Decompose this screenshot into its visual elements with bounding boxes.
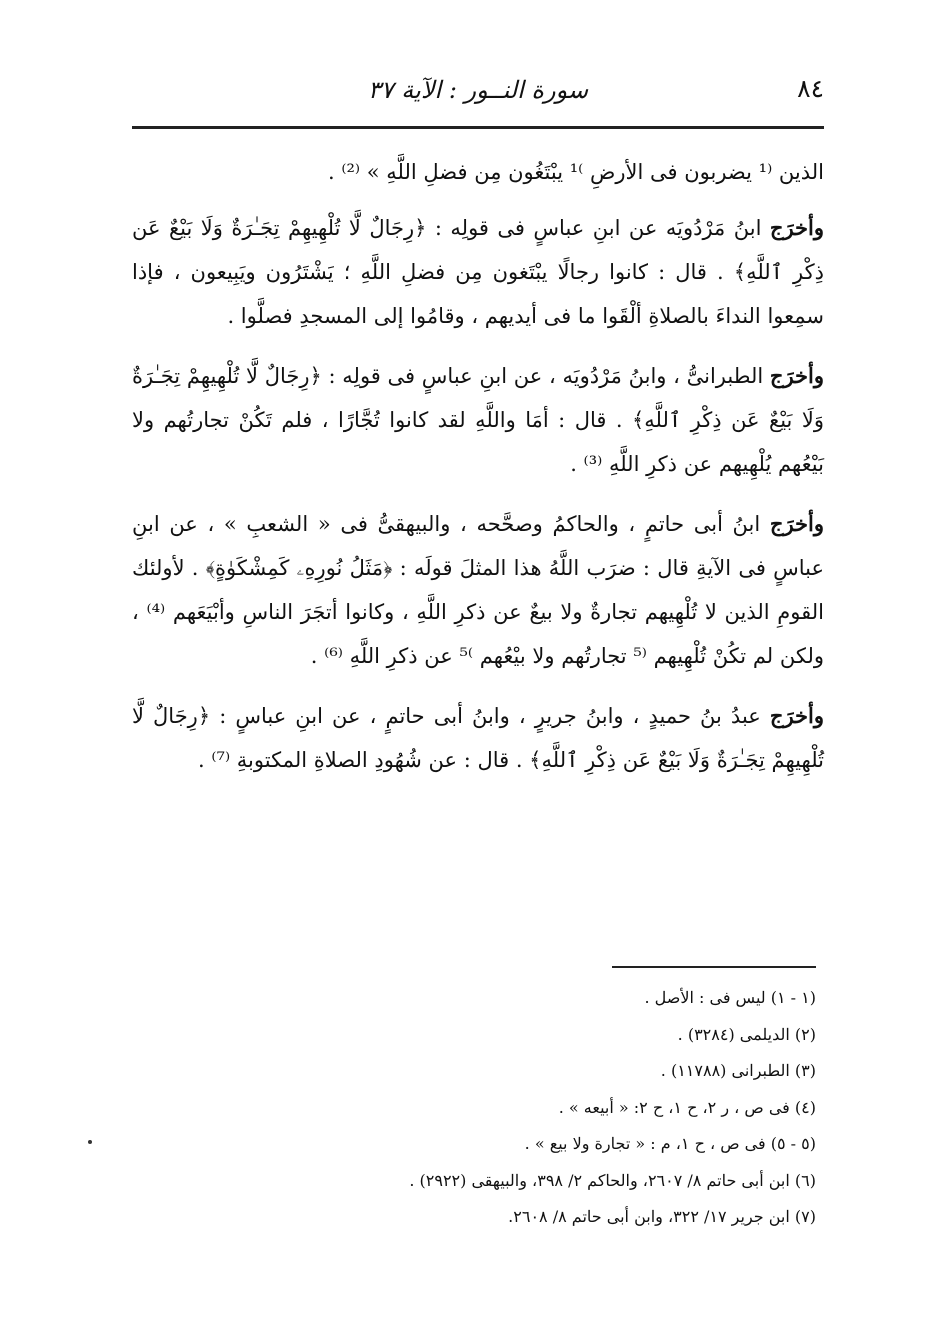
paragraph (132, 694, 824, 782)
paragraph (132, 354, 824, 486)
footnote-rule (612, 966, 816, 968)
paragraph-lead: وأخرَج (769, 703, 824, 728)
paragraph-lead: وأخرَج (769, 363, 824, 388)
paragraph (132, 206, 824, 338)
footnote: (٦) ابن أبى حاتم ٨/ ٢٦٠٧، والحاكم ٢/ ٣٩٨، والبيهقى (٢٩٢٢) . (409, 1170, 816, 1190)
main-text (132, 150, 824, 798)
scan-speck (88, 1140, 92, 1144)
paragraph-text: ابنُ أبى حاتمٍ ، والحاكمُ وصحَّحه ، والبيهقىُّ فى « الشعبِ » ، عن ابنِ عباسٍ فى الآيةِ قال : ضرَب اللَّهُ هذا المثلَ قولَه : ﴿مَثَلُ نُورِهِۦ كَمِشْكَوٰةٍ﴾ . لأولئك القومِ الذين لا تُلْهِيهم تجارةٌ ولا بيعٌ عن ذكرِ اللَّهِ ، وكانوا أتجَرَ الناسِ وأبْيَعَهم ⁽⁴⁾ ، ولكن لم تكُنْ تُلْهِيهم ⁽⁵ تجارتُهم ولا بيْعُهم ⁾⁵ عن ذكرِ اللَّهِ ⁽⁶⁾ . (132, 512, 824, 668)
footnote: (٢) الديلمى (٣٢٨٤) . (677, 1024, 816, 1044)
footnote: (٤) فى ص ، ر ٢، ح ١، ح ٢: « أبيعه » . (558, 1097, 816, 1117)
paragraph-text: عبدُ بنُ حميدٍ ، وابنُ جريرٍ ، وابنُ أبى حاتمٍ ، عن ابنِ عباسٍ : ﴿رِجَالٌ لَّا تُلْهِيهِمْ تِجَـٰرَةٌ وَلَا بَيْعٌ عَن ذِكْرِ ٱللَّهِ﴾ . قال : عن شُهُودِ الصلاةِ المكتوبةِ ⁽⁷⁾ . (132, 704, 824, 772)
paragraph-text: الذين ⁽¹ يضربون فى الأرضِ ⁾¹ يبْتَغُون مِن فضلِ اللَّهِ » ⁽²⁾ . (327, 160, 824, 184)
paragraph-text: الطبرانىُّ ، وابنُ مَرْدُويَه ، عن ابنِ عباسٍ فى قولِه : ﴿رِجَالٌ لَّا تُلْهِيهِمْ تِجَـٰرَةٌ وَلَا بَيْعٌ عَن ذِكْرِ ٱللَّهِ﴾ . قال : أمَا واللَّهِ لقد كانوا تُجَّارًا ، فلم تَكُنْ تجارتُهم ولا بَيْعُهم يُلْهِيهم عن ذكرِ اللَّهِ ⁽³⁾ . (132, 364, 824, 476)
paragraph-text: ابنُ مَرْدُويَه عن ابنِ عباسٍ فى قولِه : ﴿رِجَالٌ لَّا تُلْهِيهِمْ تِجَـٰرَةٌ وَلَا بَيْعٌ عَن ذِكْرِ ٱللَّهِ﴾ . قال : كانوا رجالًا يبْتَغون مِن فضلِ اللَّهِ ؛ يَشْتَرُون ويَبِيعون ، فإذا سمِعوا النداءَ بالصلاةِ ألْقَوا ما فى أيديهم ، وقامُوا إلى المسجدِ فصلَّوا . (132, 216, 824, 328)
footnote: (٣) الطبرانى (١١٧٨٨) . (660, 1061, 816, 1080)
running-title: سورة النــور : الآية ٣٧ (367, 76, 589, 104)
footnote: (٥ - ٥) فى ص ، ح ١، م : « تجارة ولا بيع » . (524, 1134, 816, 1153)
footnotes (132, 980, 816, 1236)
paragraph (132, 150, 824, 194)
paragraph (132, 502, 824, 678)
paragraph-lead: وأخرَج (769, 215, 824, 240)
paragraph-lead: وأخرَج (769, 511, 824, 536)
page-number: ٨٤ (797, 74, 824, 103)
page-header (132, 74, 824, 120)
footnote: (١ - ١) ليس فى : الأصل . (644, 988, 816, 1007)
header-rule (132, 126, 824, 129)
footnote: (٧) ابن جرير ١٧/ ٣٢٢، وابن أبى حاتم ٨/ ٢٦٠٨. (508, 1207, 816, 1226)
